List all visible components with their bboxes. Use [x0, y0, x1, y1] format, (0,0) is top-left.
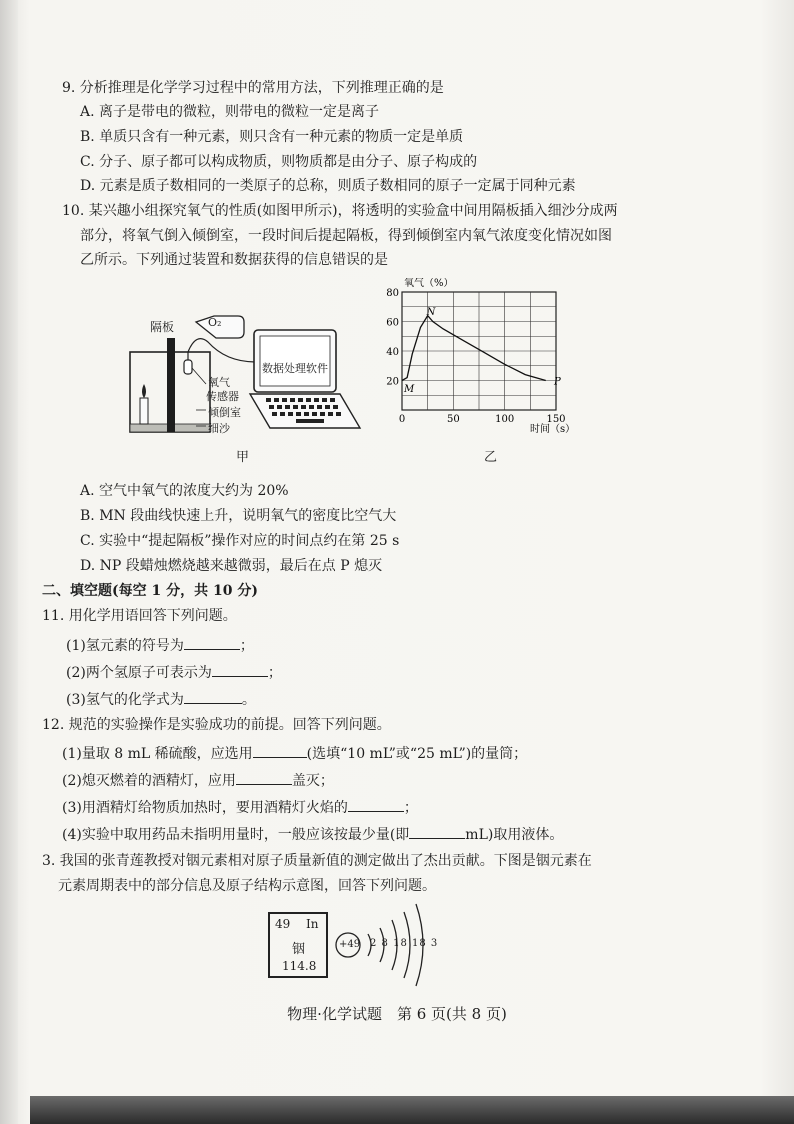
label-sand: 细沙	[208, 422, 230, 435]
caption-figure-a: 甲	[236, 450, 250, 465]
chart-ticks	[386, 288, 565, 425]
point-label-m: M	[404, 383, 415, 395]
caption-figure-b: 乙	[484, 450, 498, 465]
chart-series	[402, 316, 546, 381]
element-card	[268, 912, 328, 978]
q11-blank-3[interactable]	[184, 689, 242, 704]
element-symbol: In	[306, 917, 319, 931]
q12-item-4: (4)实验中取用药品未指明用量时，一般应该按最少量(即 mL)取用液体。	[62, 824, 563, 844]
point-label-p: P	[553, 376, 561, 388]
oxygen-concentration-chart	[380, 278, 580, 438]
atom-nucleus: +49	[339, 939, 361, 950]
q10-stem-line1: 10. 某兴趣小组探究氧气的性质(如图甲所示)，将透明的实验盒中间用隔板插入细沙分成两	[62, 203, 618, 219]
q12-item-3: (3)用酒精灯给物质加热时，要用酒精灯火焰的 ；	[62, 797, 418, 817]
q11-item-1-text: (1)氢元素的符号为	[66, 638, 184, 654]
series-line	[402, 316, 546, 381]
q10-option-d: D. NP 段蜡烛燃烧越来越微弱，最后在点 P 熄灭	[80, 558, 383, 574]
q9-option-a: A. 离子是带电的微粒，则带电的微粒一定是离子	[80, 104, 380, 120]
page-footer: 物理·化学试题 第 6 页(共 8 页)	[287, 1005, 507, 1023]
atom-shells: 2 8 18 18 3	[370, 938, 439, 949]
section-title: 二、填空题(每空 1 分，共 10 分)	[42, 583, 258, 599]
q12-blank-2[interactable]	[236, 770, 292, 785]
q12-item-1: (1)量取 8 mL 稀硫酸，应选用 (选填“10 mL”或“25 mL”)的量筒；	[62, 743, 527, 763]
q11-stem: 11. 用化学用语回答下列问题。	[42, 608, 237, 624]
q11-item-2-text: (2)两个氢原子可表示为	[66, 665, 212, 681]
label-laptop: 数据处理软件	[262, 362, 328, 375]
point-label-n: N	[426, 307, 436, 319]
q12-stem: 12. 规范的实验操作是实验成功的前提。回答下列问题。	[42, 717, 391, 733]
scan-left-edge	[0, 0, 18, 1124]
q11-item-3-text: (3)氢气的化学式为	[66, 692, 184, 708]
chart-ylabel: 氧气（%）	[404, 278, 454, 289]
q10-option-b: B. MN 段曲线快速上升，说明氧气的密度比空气大	[80, 508, 397, 524]
q10-stem-line3: 乙所示。下列通过装置和数据获得的信息错误的是	[80, 252, 388, 268]
element-mass: 114.8	[282, 959, 317, 973]
q9-option-b: B. 单质只含有一种元素，则只含有一种元素的物质一定是单质	[80, 129, 464, 145]
x-tick-label: 0	[398, 414, 406, 425]
element-number: 49	[275, 917, 291, 931]
label-o2: O₂	[208, 316, 222, 329]
y-tick-label: 60	[386, 317, 399, 329]
label-sensor-2: 传感器	[206, 390, 239, 403]
q12-blank-4[interactable]	[409, 824, 465, 839]
y-tick-label: 20	[386, 376, 399, 388]
element-name: 铟	[292, 942, 306, 957]
q10-option-c: C. 实验中“提起隔板”操作对应的时间点约在第 25 s	[80, 533, 400, 549]
label-room: 倾倒室	[208, 406, 241, 419]
chart-grid	[402, 292, 556, 410]
q10-option-a: A. 空气中氧气的浓度大约为 20%	[80, 483, 289, 499]
x-tick-label: 150	[546, 414, 566, 425]
q11-item-1: (1)氢元素的符号为 ；	[66, 635, 254, 655]
q12-item-2: (2)熄灭燃着的酒精灯，应用 盖灭；	[62, 770, 334, 790]
chart-xlabel: 时间（s）	[530, 424, 576, 435]
scan-bottom-shadow	[30, 1096, 794, 1124]
q13-stem-line2: 元素周期表中的部分信息及原子结构示意图，回答下列问题。	[58, 878, 436, 894]
q11-item-2: (2)两个氢原子可表示为 ；	[66, 662, 282, 682]
q10-stem-line2: 部分，将氧气倒入倾倒室，一段时间后提起隔板，得到倾倒室内氧气浓度变化情况如图	[80, 228, 612, 244]
q9-option-c: C. 分子、原子都可以构成物质，则物质都是由分子、原子构成的	[80, 154, 478, 170]
label-partition: 隔板	[150, 320, 175, 334]
q9-option-d: D. 元素是质子数相同的一类原子的总称，则质子数相同的原子一定属于同种元素	[80, 178, 576, 194]
label-sensor-1: 氧气	[208, 376, 230, 389]
q9-stem: 9. 分析推理是化学学习过程中的常用方法，下列推理正确的是	[62, 80, 444, 96]
q12-blank-1[interactable]	[253, 743, 307, 758]
y-tick-label: 80	[386, 288, 399, 299]
q11-blank-1[interactable]	[184, 635, 240, 650]
y-tick-label: 40	[386, 347, 399, 358]
q13-stem-line1: 3. 我国的张青莲教授对铟元素相对原子质量新值的测定做出了杰出贡献。下图是铟元素在	[42, 853, 592, 869]
q11-item-3: (3)氢气的化学式为 。	[66, 689, 256, 709]
q12-blank-3[interactable]	[348, 797, 404, 812]
q11-blank-2[interactable]	[212, 662, 268, 677]
x-tick-label: 100	[495, 414, 515, 425]
x-tick-label: 50	[446, 414, 460, 425]
